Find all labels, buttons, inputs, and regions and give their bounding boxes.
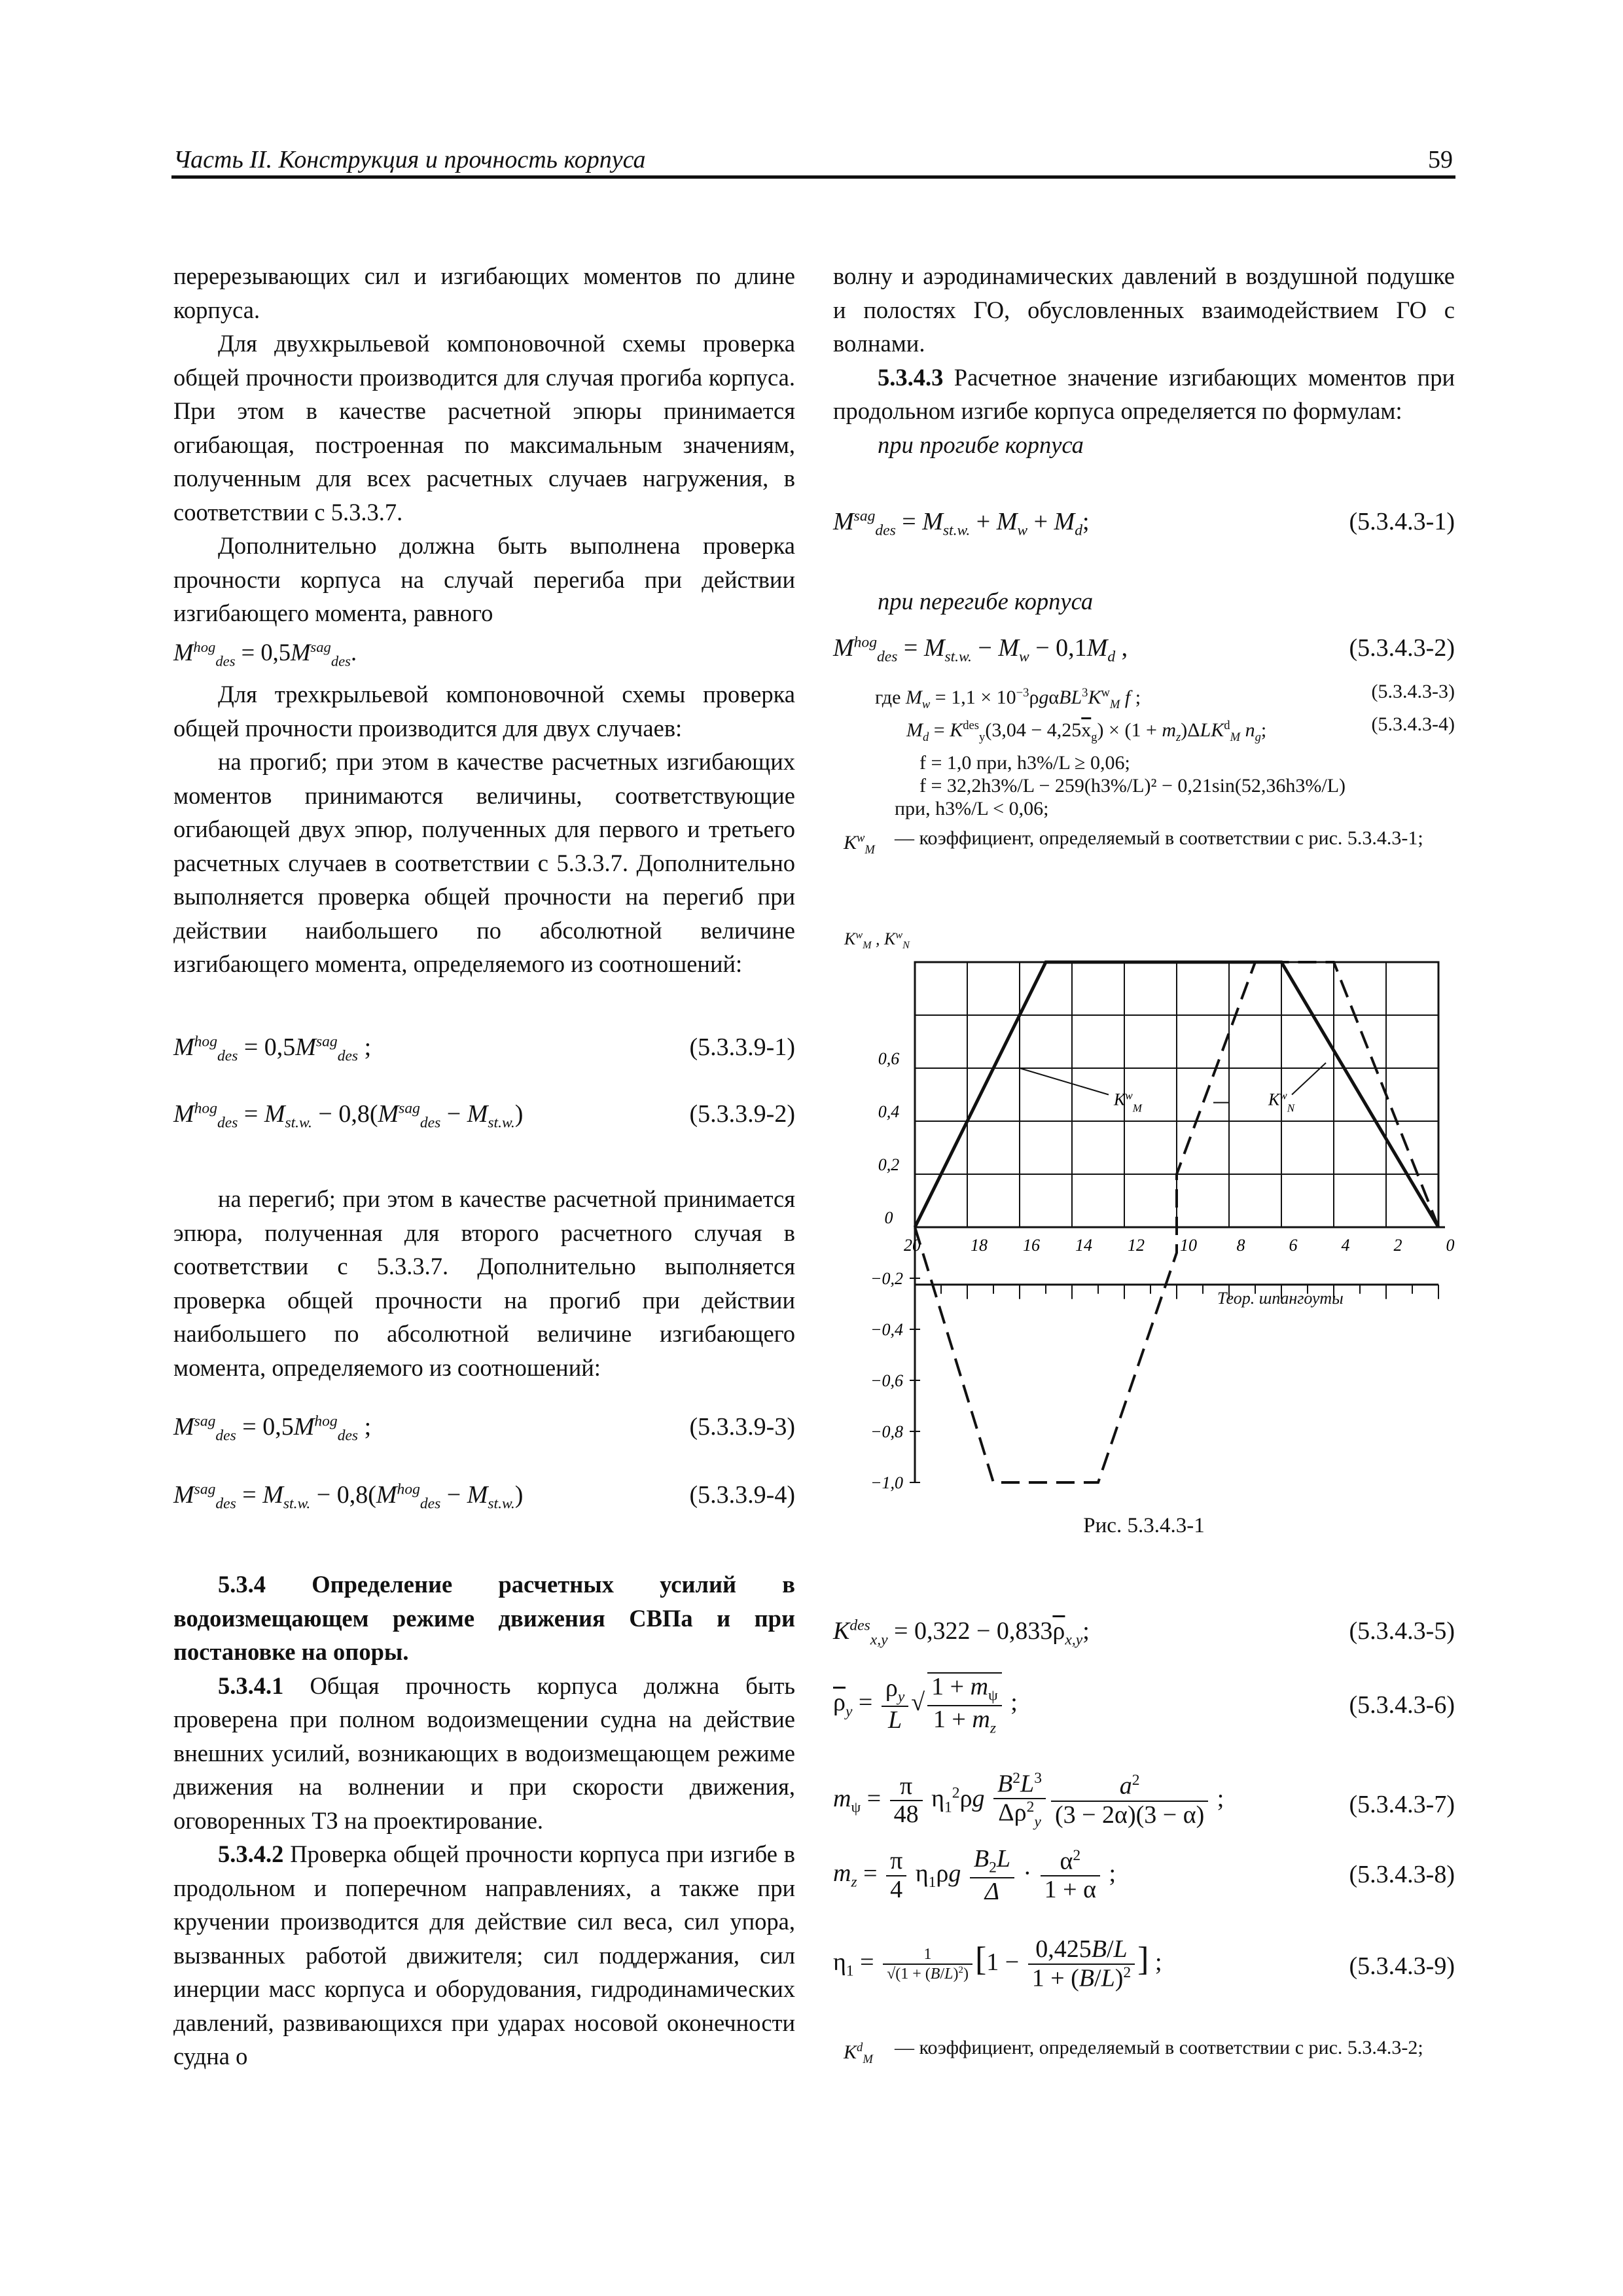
formula-number: (5.3.4.3-6): [1349, 1691, 1455, 1719]
paragraph: [173, 1837, 795, 2073]
paragraph-text: Расчетное значение изгибающих моментов при продольном изгибе корпуса определяется по формулам:: [833, 363, 1455, 424]
chart-y-tick-label: 0: [884, 1208, 893, 1227]
paragraph-text: Проверка общей прочности корпуса при изгибе в продольном и поперечном направлениях, а также при кручении производится для действие сил веса, сил упора, вызванных работой движителя; сил поддержания, сил инерции масс корпуса и оборудования, гидродинамических давлений, развивающихся при ударах носовой оконечности судна о: [173, 1840, 795, 2070]
chart-x-tick-label: 18: [971, 1236, 988, 1255]
formula-5.3.4.3-9: $\eta_1$ = $\frac{1}{√(1 + (B/L)^2)}$ [1 − $\frac{0,425B/L}{1 + (B/L)^2}$ ] ;: [833, 1935, 1162, 1992]
chart-x-tick-label: 16: [1023, 1236, 1040, 1255]
chart-x-tick-label: 4: [1341, 1236, 1350, 1255]
paragraph: [173, 1669, 795, 1838]
paragraph: на прогиб; при этом в качестве расчетных изгибающих моментов принимаются величины, соответствующие огибающей двух эпюр, полученных для первого и третьего расчетных случаев в соответствии с 5.3.3.7. Дополнительно выполняется проверка общей прочности на перегиб при действии наибольшего по абсолютной величине изгибающего момента, определяемого из соотношений:: [173, 748, 795, 978]
chart-x-tick-label: 20: [904, 1236, 921, 1255]
formula-caption: при прогибе корпуса: [878, 431, 1084, 458]
formula-number: (5.3.4.3-3): [1371, 681, 1455, 702]
chart-y-tick-label: −0,6: [870, 1371, 903, 1390]
formula-number: (5.3.3.9-1): [689, 1033, 795, 1061]
chart-series-label-km: $K^w_M$: [1114, 1089, 1142, 1115]
formula-number: (5.3.4.3-5): [1349, 1617, 1455, 1645]
chart-x-tick-label: 0: [1446, 1236, 1455, 1255]
chart-y-tick-label: −0,2: [870, 1269, 903, 1288]
chart-svg: [833, 929, 1461, 1518]
clause-number: 5.3.4.3: [878, 363, 944, 391]
paragraph: Дополнительно должна быть выполнена проверка прочности корпуса на случай перегиба при действии изгибающего момента, равного $M^{hog}_{des} = 0,5M^{sag}_{des}$.: [173, 532, 795, 669]
chart-y-tick-label: 0,4: [878, 1102, 900, 1121]
clause-number: 5.3.4.2: [218, 1840, 284, 1867]
formula-5.3.3.9-4: $M^{sag}_{des} = M_{st.w.} - 0,8(M^{hog}_{des} - M_{st.w.})$: [173, 1480, 524, 1513]
chart-x-tick-label: 8: [1236, 1236, 1245, 1255]
formula-number: (5.3.3.9-2): [689, 1100, 795, 1128]
kmd-symbol: $K^d_M$: [844, 2041, 873, 2066]
figure-5.3.4.3-1: [833, 929, 1461, 1518]
formula-number: (5.3.3.9-4): [689, 1481, 795, 1509]
formula-5.3.4.3-4: $M_d = K^{des}_y(3,04 - 4,25\overline{x}_g) \times (1 + m_z)\Delta LK^d_M$ $n_g$;: [906, 719, 1267, 744]
left-column-text-mid: [173, 1182, 795, 1384]
formula-5.3.3.9-3: $M^{sag}_{des} = 0,5M^{hog}_{des}$ ;: [173, 1412, 372, 1444]
chart-y-tick-label: −1,0: [870, 1473, 903, 1492]
formula-number: (5.3.4.3-4): [1371, 713, 1455, 735]
formula-5.3.4.3-5: $K^{des}_{x,y} = 0,322 - 0,833\overline{\rho}_{x,y}$;: [833, 1617, 1090, 1649]
paragraph: на перегиб; при этом в качестве расчетной принимается эпюра, полученная для второго расчетного случая в соответствии с 5.3.3.7. Дополнительно выполняется проверка общей прочности на прогиб при действии наибольшего по абсолютной величине изгибающего момента, определяемого из соотношений:: [173, 1185, 795, 1381]
clause-number: 5.3.4.1: [218, 1672, 284, 1699]
paragraph: перерезывающих сил и изгибающих моментов по длине корпуса.: [173, 262, 795, 323]
left-column-text-top: [173, 259, 795, 981]
chart-y-tick-label: −0,8: [870, 1422, 903, 1441]
formula-5.3.4.3-2: $M^{hog}_{des} = M_{st.w.} - M_w - 0,1M_d$ ,: [833, 634, 1128, 666]
left-column-text-bottom: [173, 1568, 795, 2073]
formula-5.3.3.9-1: $M^{hog}_{des} = 0,5M^{sag}_{des}$ ;: [173, 1033, 372, 1065]
paragraph-text: Общая прочность корпуса должна быть проверена при полном водоизмещении судна на действие внешних усилий, возникающих в водоизмещающем режиме движения на волнении и при скорости движения, оговоренных ТЗ на проектирование.: [173, 1672, 795, 1834]
formula-number: (5.3.4.3-9): [1349, 1952, 1455, 1980]
figure-caption: Рис. 5.3.4.3-1: [1083, 1514, 1205, 1537]
right-column-text-top: [833, 259, 1455, 461]
header-rule: [171, 175, 1455, 179]
formula-number: (5.3.4.3-1): [1349, 508, 1455, 535]
condition-line: при, h3%/L < 0,06;: [895, 798, 1049, 819]
chart-series-label-kn: $K^w_N$: [1268, 1089, 1295, 1115]
inline-formula: $M^{hog}_{des}$: [173, 638, 236, 669]
formula-5.3.4.3-3: где $M_w = 1,1 \times 10^{-3}\rho g\alpha BL^3K^w_M$ f ;: [875, 686, 1141, 711]
chart-x-tick-label: 14: [1075, 1236, 1092, 1255]
chart-y-tick-label: 0,2: [878, 1155, 900, 1174]
formula-5.3.4.3-1: $M^{sag}_{des} = M_{st.w.} + M_w + M_d$;: [833, 507, 1090, 539]
formula-caption: при перегибе корпуса: [878, 588, 1094, 615]
formula-5.3.4.3-6: $\overline{\rho}_y$ = $\frac{\rho_y}{L}$ √ $\frac{1 + m_\psi}{1 + m_z}$ ;: [833, 1673, 1018, 1737]
paragraph: Для двухкрыльевой компоновочной схемы проверка общей прочности производится для случая прогиба корпуса. При этом в качестве расчетной эпюры принимается огибающая, построенная по максимальным значениям, полученным для всех расчетных случаев нагружения, в соответствии с 5.3.3.7.: [173, 330, 795, 526]
paragraph: волну и аэродинамических давлений в воздушной подушке и полостях ГО, обусловленных взаимодействием ГО с волнами.: [833, 262, 1455, 357]
formula-number: (5.3.4.3-2): [1349, 634, 1455, 662]
chart-y-tick-label: 0,6: [878, 1049, 900, 1068]
chart-y-axis-label: $K^w_M$ , $K^w_N$: [844, 929, 910, 952]
formula-5.3.3.9-2: $M^{hog}_{des} = M_{st.w.} - 0,8(M^{sag}_{des} - M_{st.w.})$: [173, 1100, 524, 1132]
formula-number: (5.3.3.9-3): [689, 1413, 795, 1441]
section-heading: 5.3.4 Определение расчетных усилий в водоизмещающем режиме движения СВПа и при постановке на опоры.: [173, 1571, 795, 1665]
chart-leader-line: [1020, 1068, 1109, 1095]
condition-line: f = 1,0 при, h3%/L ≥ 0,06;: [919, 752, 1130, 774]
paragraph-text: Дополнительно должна быть выполнена проверка прочности корпуса на случай перегиба при действии изгибающего момента, равного: [173, 532, 795, 626]
page-number: 59: [1428, 146, 1453, 173]
kmw-definition: — коэффициент, определяемый в соответствии с рис. 5.3.4.3-1;: [895, 827, 1423, 849]
kmw-symbol: $K^w_M$: [844, 831, 875, 857]
formula-number: (5.3.4.3-7): [1349, 1791, 1455, 1818]
formula-5.3.4.3-7: $m_\psi$ = $\frac{\pi}{48}$ $\eta_1^2\rho g$ $\frac{B^2L^3}{\Delta\rho^2_y}$ $\frac{a^2}{(3 - 2\alpha)(3 - \alpha)}$ ;: [833, 1770, 1224, 1831]
formula-number: (5.3.4.3-8): [1349, 1861, 1455, 1888]
running-header-title: Часть II. Конструкция и прочность корпуса: [173, 146, 646, 173]
inline-formula: $M^{sag}_{des}$: [290, 638, 351, 669]
chart-x-tick-label: 12: [1128, 1236, 1145, 1255]
chart-x-axis-label: Теор. шпангоуты: [1217, 1289, 1344, 1308]
chart-x-tick-label: 6: [1289, 1236, 1298, 1255]
chart-y-tick-label: −0,4: [870, 1320, 903, 1339]
formula-5.3.4.3-8: $m_z$ = $\frac{\pi}{4}$ $\eta_1\rho g$ $\frac{B_2L}{\Delta}$ · $\frac{\alpha^2}{1 + \alpha}$ ;: [833, 1845, 1116, 1905]
chart-x-tick-label: 2: [1393, 1236, 1402, 1255]
paragraph: Для трехкрыльевой компоновочной схемы проверка общей прочности производится для двух случаев:: [173, 681, 795, 742]
paragraph: [833, 361, 1455, 428]
chart-leader-mark: [1213, 1079, 1229, 1102]
chart-x-tick-label: 10: [1180, 1236, 1197, 1255]
condition-line: f = 32,2h3%/L − 259(h3%/L)² − 0,21sin(52,36h3%/L): [919, 775, 1346, 797]
kmd-definition: — коэффициент, определяемый в соответствии с рис. 5.3.4.3-2;: [895, 2037, 1423, 2058]
